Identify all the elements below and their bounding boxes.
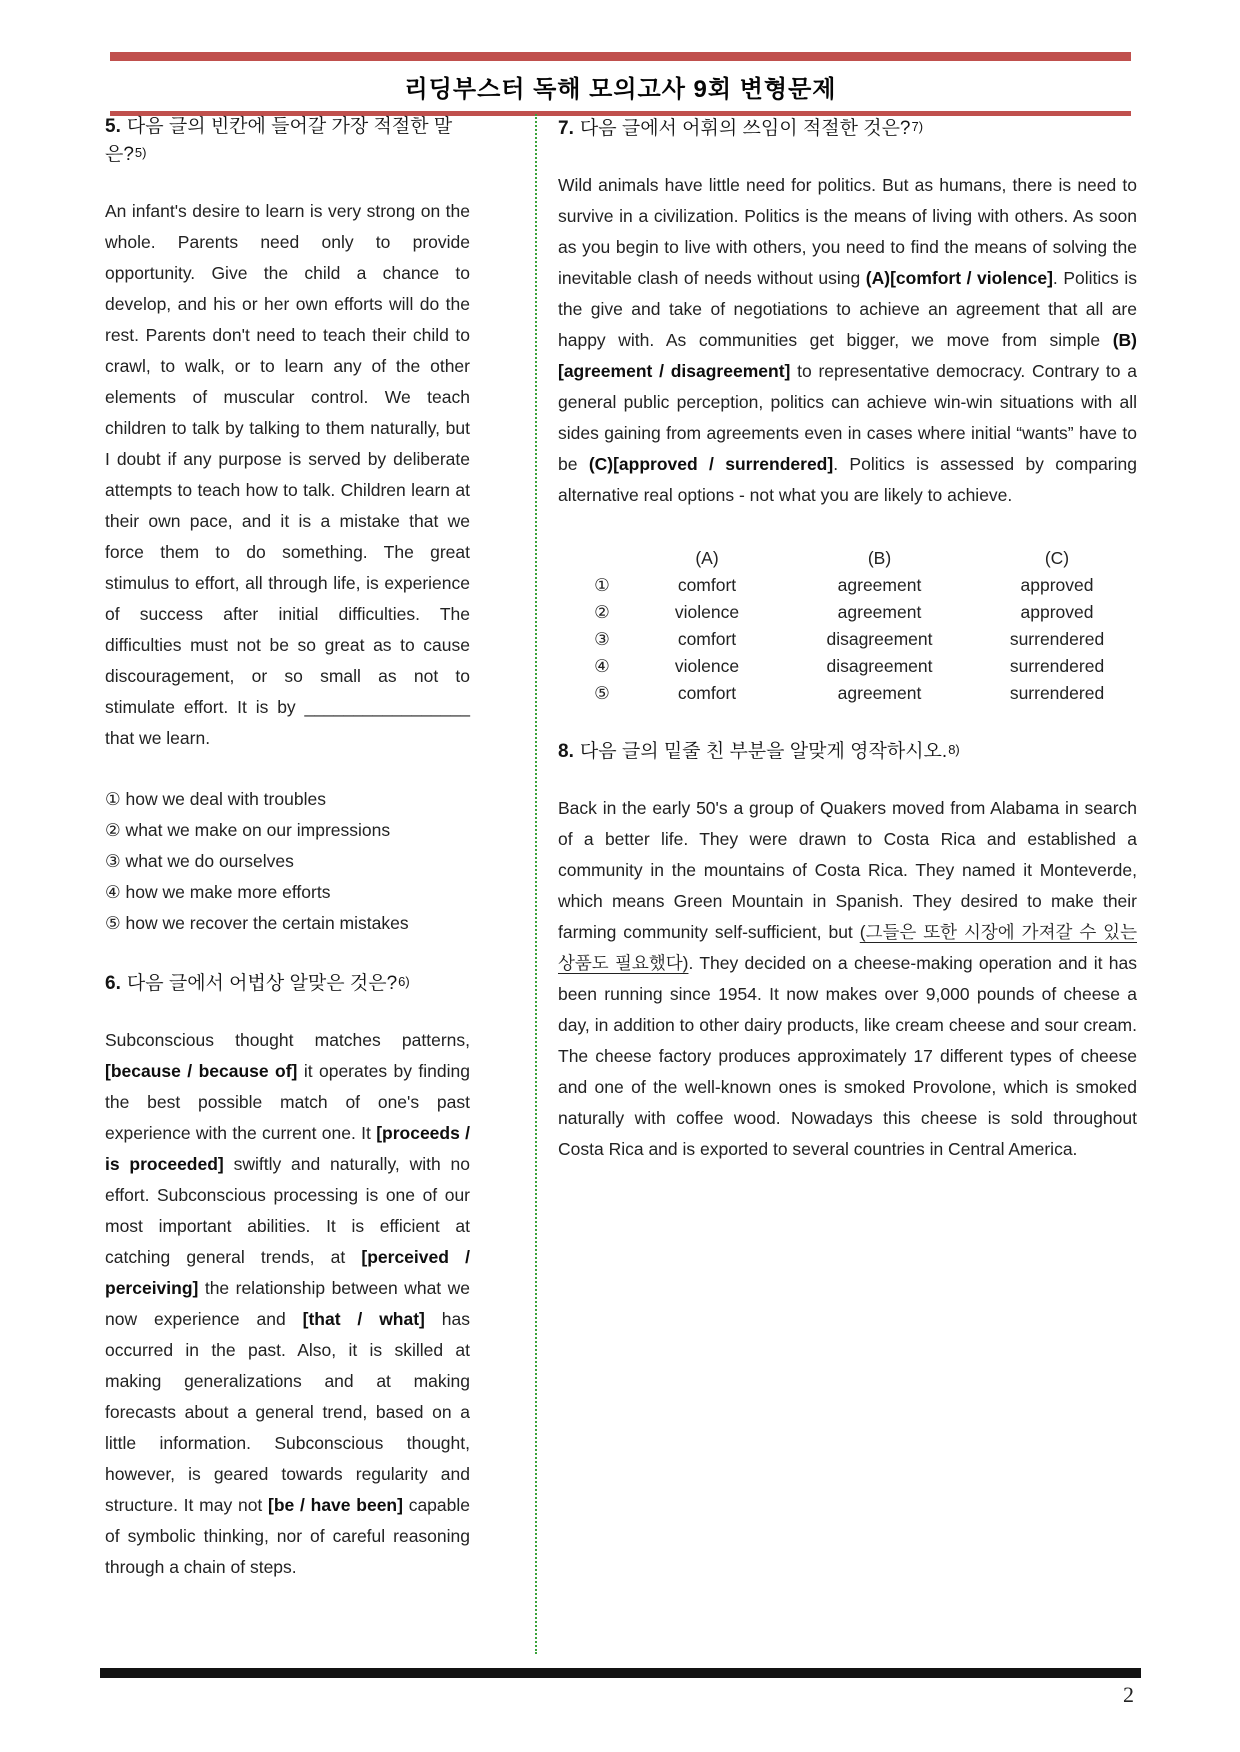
text-segment: . They decided on a cheese-making operation and it has been running since 1954. It now makes over 9,000 pounds of cheese a day, in addition to other dairy products, like cream cheese and sour cream. The cheese factory produces approximately 17 different types of cheese and one of the well-known ones is smoked Provolone, which is smoked naturally with coffee wood. Nowadays this cheese is sold throughout Costa Rica and is exported to several countries in Central America.	[558, 953, 1137, 1159]
question-8-passage	[558, 793, 1137, 1165]
footnote-reference: 8)	[948, 742, 960, 757]
option-4: ④ how we make more efforts	[105, 882, 331, 902]
table-cell: disagreement	[826, 629, 933, 649]
table-cell-number: ①	[594, 575, 610, 595]
question-number: 6.	[105, 973, 121, 994]
table-cell: comfort	[677, 629, 737, 649]
text-segment: swiftly and naturally, with no effort. Subconscious processing is one of our most important abilities. It is efficient at catching general trends, at	[105, 1154, 470, 1267]
table-cell: surrendered	[1009, 656, 1105, 676]
question-7	[558, 114, 1137, 707]
text-segment: (C)[approved / surrendered]	[588, 454, 834, 474]
option-2: ② what we make on our impressions	[105, 820, 391, 840]
table-cell: approved	[1020, 575, 1094, 595]
table-cell-number: ④	[594, 656, 610, 676]
question-7-heading	[558, 114, 1137, 142]
table-cell: violence	[674, 656, 740, 676]
table-cell-number: ⑤	[594, 683, 610, 703]
footer-rule	[100, 1668, 1141, 1678]
question-title: 다음 글의 빈칸에 들어갈 가장 적절한 말은?	[105, 116, 453, 165]
footnote-reference: 7)	[911, 119, 924, 134]
question-8-heading	[558, 737, 1137, 765]
page-number: 2	[1123, 1682, 1134, 1707]
text-segment: that we learn.	[105, 728, 211, 748]
table-cell: approved	[1020, 602, 1094, 622]
footnote-reference: 6)	[398, 974, 410, 989]
question-number: 8.	[558, 741, 574, 762]
table-cell-number: ③	[594, 629, 610, 649]
table-cell-number: ②	[594, 602, 610, 622]
two-column-layout	[105, 114, 1137, 1654]
text-segment: capable of symbolic thinking, nor of careful reasoning through a chain of steps.	[105, 1495, 470, 1577]
text-segment: the relationship between what we now experience and	[105, 1278, 470, 1329]
text-segment: [proceeds / is proceeded]	[105, 1123, 470, 1174]
left-column	[105, 114, 470, 1654]
text-segment: . Politics is the give and take of negotiations to achieve an agreement that all are happy with. As communities get bigger, we move from simple	[558, 268, 1137, 350]
footnote-reference: 5)	[134, 145, 147, 160]
text-segment: An infant's desire to learn is very strong on the whole. Parents need only to provide opportunity. Give the child a chance to develop, and his or her own efforts will do the rest. Parents don't need to teach their child to crawl, to walk, or to learn any of the other elements of muscular control. We teach children to talk by talking to them naturally, but I doubt if any purpose is served by deliberate attempts to teach how to talk. Children learn at their own pace, and it is a mistake that we force them to do something. The great stimulus to effort, all through life, is experience of success after initial difficulties. The difficulties must not be so great as to cause discouragement, or so small as not to stimulate effort. It is by	[105, 201, 470, 717]
text-segment: Back in the early 50's a group of Quakers moved from Alabama in search of a better life. They were drawn to Costa Rica and established a community in the mountains of Costa Rica. They named it Monteverde, which means Green Mountain in Spanish. They desired to make their farming community self-sufficient, but	[558, 798, 1137, 942]
table-cell: surrendered	[1009, 629, 1105, 649]
text-segment: Wild animals have little need for politics. But as humans, there is need to survive in a civilization. Politics is the means of living with others. As soon as you begin to live with others, you need to find the means of solving the inevitable clash of needs without using	[558, 175, 1137, 288]
question-5-heading	[105, 114, 470, 168]
table-cell: surrendered	[1009, 683, 1105, 703]
question-title: 다음 글에서 어법상 알맞은 것은?	[126, 973, 398, 994]
question-5-passage	[105, 196, 470, 754]
table-cell: agreement	[837, 575, 922, 595]
question-8	[558, 737, 1137, 1165]
table-cell: agreement	[837, 602, 922, 622]
text-segment: . Politics is assessed by comparing alternative real options - not what you are likely to achieve.	[558, 454, 1137, 505]
header-top-rule	[110, 52, 1131, 61]
text-segment: [because / because of]	[105, 1061, 298, 1081]
text-segment: (B)[agreement / disagreement]	[558, 330, 1137, 381]
table-cell: violence	[674, 602, 740, 622]
text-segment: it operates by finding the best possible match of one's past experience with the current one. It	[105, 1061, 470, 1143]
text-segment: [perceived / perceiving]	[105, 1247, 470, 1298]
page-header	[110, 52, 1131, 116]
question-title: 다음 글에서 어휘의 쓰임이 적절한 것은?	[579, 118, 911, 139]
text-segment: to representative democracy. Contrary to a general public perception, politics can achieve win-win situations with all sides gaining from agreements even in cases where initial “wants” have to be	[558, 361, 1137, 474]
question-5	[105, 114, 470, 939]
text-segment: _________________	[304, 697, 470, 717]
question-6-passage	[105, 1025, 470, 1583]
option-3: ③ what we do ourselves	[105, 851, 294, 871]
page-title: 리딩부스터 독해 모의고사 9회 변형문제	[404, 76, 837, 103]
text-segment: [that / what]	[302, 1309, 425, 1329]
option-1: ① how we deal with troubles	[105, 789, 326, 809]
text-segment: Subconscious thought matches patterns,	[105, 1030, 470, 1050]
option-5: ⑤ how we recover the certain mistakes	[105, 913, 409, 933]
question-number: 5.	[105, 116, 121, 137]
table-cell: agreement	[837, 683, 922, 703]
table-cell: comfort	[677, 575, 737, 595]
text-segment: [be / have been]	[268, 1495, 403, 1515]
table-cell: comfort	[677, 683, 737, 703]
question-6-heading	[105, 969, 470, 997]
right-column	[535, 114, 1137, 1654]
table-header-cell: (C)	[1044, 548, 1070, 568]
table-cell: disagreement	[826, 656, 933, 676]
table-header-cell: (A)	[695, 548, 719, 568]
text-segment: has occurred in the past. Also, it is skilled at making generalizations and at making forecasts about a general trend, based on a little information. Subconscious thought, however, is geared towards regularity and structure. It may not	[105, 1309, 471, 1515]
answer-choice-table	[572, 545, 1137, 707]
question-6	[105, 969, 470, 1583]
text-segment: (A)[comfort / violence]	[865, 268, 1053, 288]
table-header-cell	[572, 545, 632, 572]
table-header-cell: (B)	[867, 548, 892, 568]
question-5-options	[105, 784, 470, 939]
text-segment: (그들은 또한 시장에 가져갈 수 있는 상품도 필요했다)	[558, 922, 1137, 973]
question-title: 다음 글의 밑줄 친 부분을 알맞게 영작하시오.	[579, 741, 948, 762]
question-7-passage	[558, 170, 1137, 511]
question-number: 7.	[558, 118, 574, 139]
